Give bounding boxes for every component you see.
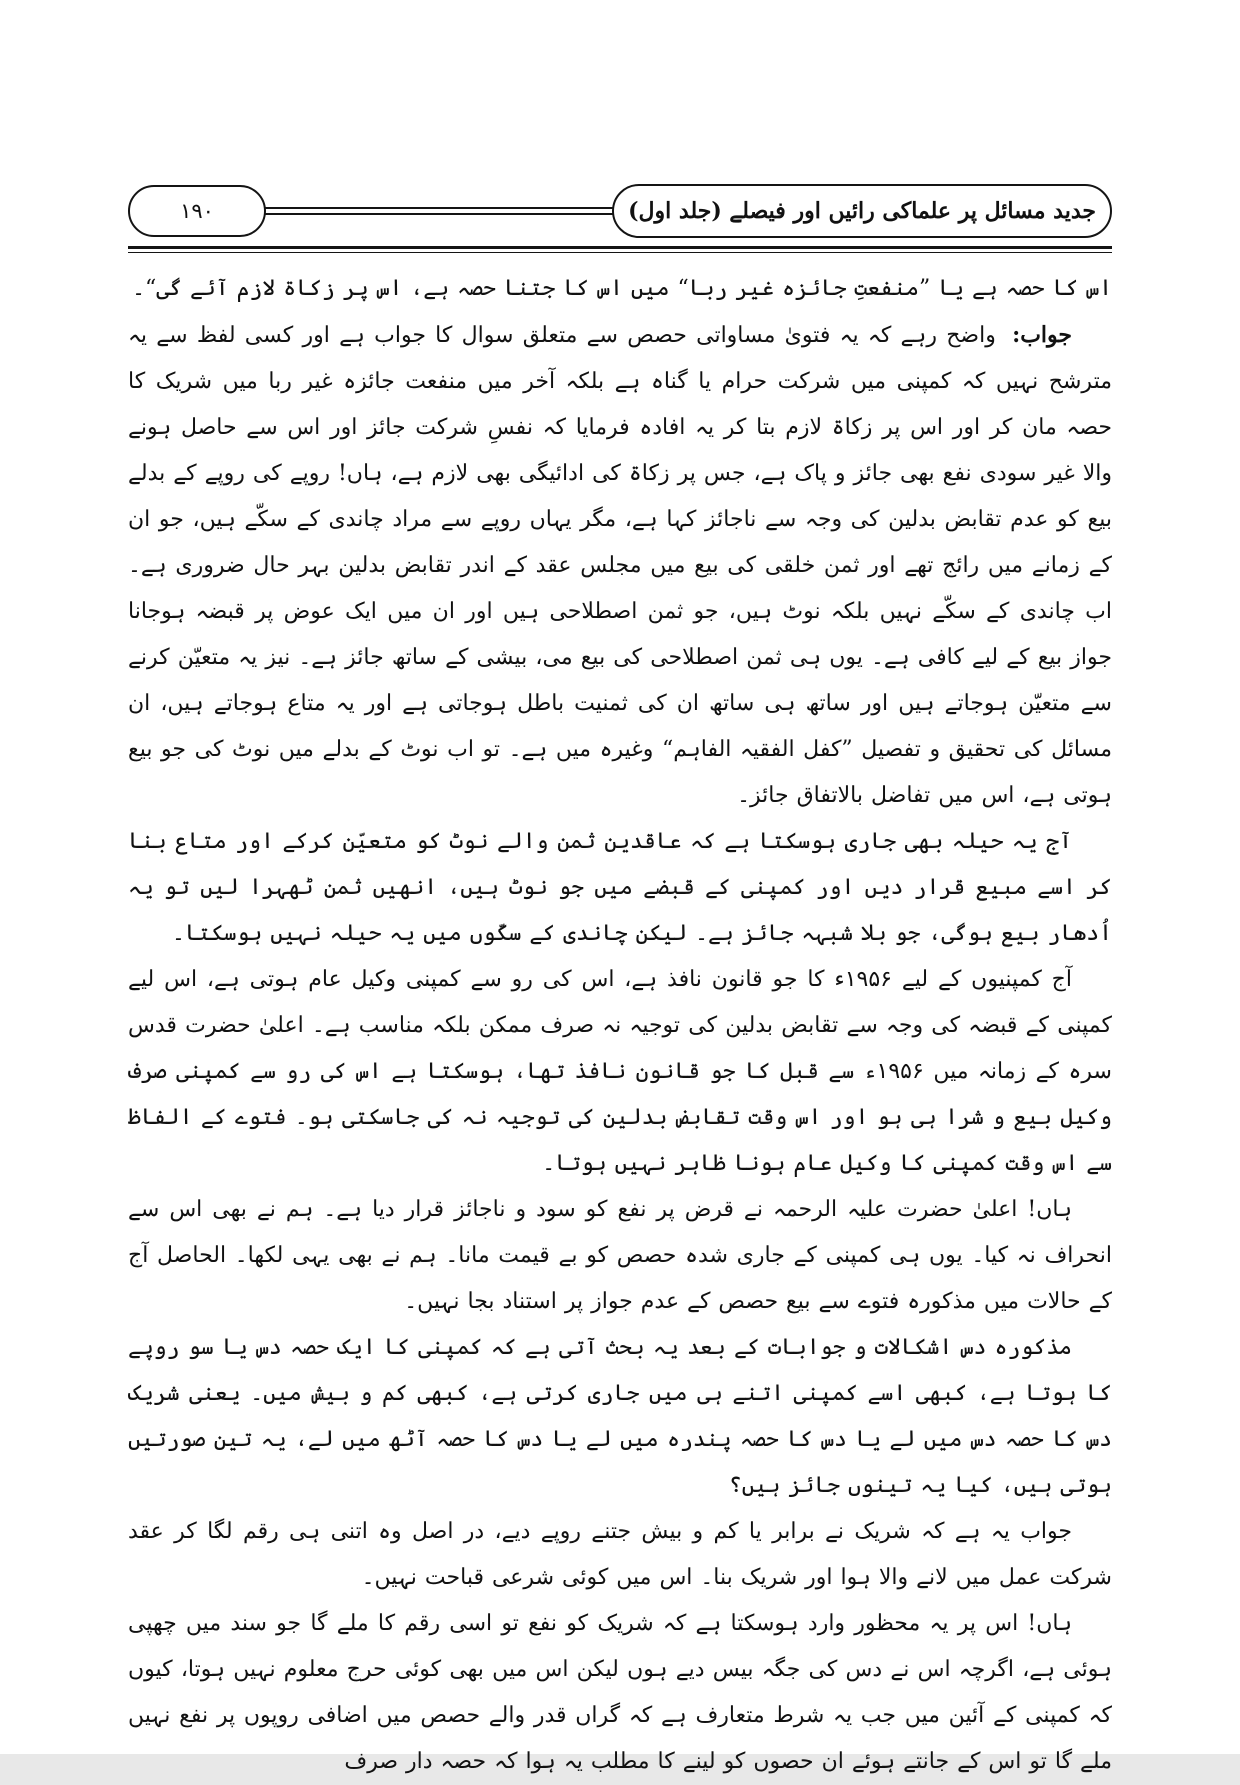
paragraph-continuation [128, 266, 1112, 312]
paragraph [128, 819, 1112, 957]
page-number-badge [128, 185, 266, 237]
page-number: ۱۹۰ [180, 199, 214, 223]
paragraph-text: آج یہ حیلہ بھی جاری ہوسکتا ہے کہ عاقدین ثمن والے نوٹ کو متعیّن کرکے اور متاع بنا کر اسے مبیع قرار دیں اور کمپنی کے قبضے میں جو نوٹ ہیں، انھیں ثمن ٹھہرا لیں تو یہ اُدھار بیع ہوگی، جو بلا شبہہ جائز ہے۔ لیکن چاندی کے سکّوں میں یہ حیلہ نہیں ہوسکتا۔ [128, 829, 1112, 946]
book-title: جدید مسائل پر علماکی رائیں اور فیصلے (جلد اول) [628, 198, 1096, 224]
paragraph-text: واضح رہے کہ یہ فتویٰ مساواتی حصص سے متعلق سوال کا جواب ہے اور کسی لفظ سے یہ مترشح نہیں کہ کمپنی میں شرکت حرام یا گناہ ہے بلکہ آخر میں منفعت جائزہ غیر ربا میں شریک کا حصہ مان کر اور اس پر زکاۃ لازم بتا کر یہ افادہ فرمایا کہ نفسِ شرکت جائز اور اس سے حاصل ہونے والا غیر سودی نفع بھی جائز و پاک ہے، جس پر زکاۃ کی ادائیگی بھی لازم ہے، ہاں! روپے کی روپے کے بدلے بیع کو عدم تقابض بدلین کی وجہ سے ناجائز کہا ہے، مگر یہاں روپے سے مراد چاندی کے سکّے ہیں، جو ان کے زمانے میں رائج تھے اور ثمن خلقی کی بیع میں مجلس عقد کے اندر تقابض بدلین بہر حال ضروری ہے۔ اب چاندی کے سکّے نہیں بلکہ نوٹ ہیں، جو ثمن اصطلاحی ہیں اور ان میں ایک عوض پر قبضہ ہوجانا جواز بیع کے لیے کافی ہے۔ یوں ہی ثمن اصطلاحی کی بیع می، بیشی کے ساتھ جائز ہے۔ نیز یہ متعیّن کرنے سے متعیّن ہوجاتے ہیں اور ساتھ ہی ساتھ ان کی ثمنیت باطل ہوجاتی ہے اور یہ متاع ہوجاتے ہیں، ان مسائل کی تحقیق و تفصیل ”کفل الفقیہ الفاہم“ وغیرہ میں ہے۔ تو اب نوٹ کے بدلے میں نوٹ کی جو بیع ہوتی ہے، اس میں تفاضل بالاتفاق جائز۔ [128, 323, 1112, 808]
chapter-title-badge [612, 184, 1112, 238]
paragraph [128, 1325, 1112, 1509]
paragraph-text: مذکورہ دس اشکالات و جوابات کے بعد یہ بحث آتی ہے کہ کمپنی کا ایک حصہ دس یا سو روپے کا ہوتا ہے، کبھی اسے کمپنی اتنے ہی میں جاری کرتی ہے، کبھی کم و بیش میں۔ یعنی شریک دس کا حصہ دس میں لے یا دس کا حصہ پندرہ میں لے یا دس کا حصہ آٹھ میں لے، یہ تین صورتیں ہوتی ہیں، کیا یہ تینوں جائز ہیں؟ [128, 1335, 1112, 1498]
paragraph [128, 957, 1112, 1187]
header-double-rule [262, 207, 616, 215]
paragraph-text: آج کمپنیوں کے لیے ۱۹۵۶ء کا جو قانون نافذ ہے، اس کی رو سے کمپنی وکیل عام ہوتی ہے، اس لیے کمپنی کے قبضہ کی وجہ سے تقابض بدلین کی توجیہ نہ صرف ممکن بلکہ مناسب ہے۔ اعلیٰ حضرت قدس سرہ کے زمانہ میں ۱۹۵۶ء سے قبل کا جو قانون نافذ تھا، ہوسکتا ہے اس کی رو سے کمپنی صرف وکیل بیع و شرا ہی ہو اور اس وقت تقابض بدلین کی توجیہ نہ کی جاسکتی ہو۔ فتوے کے الفاظ سے اس وقت کمپنی کا وکیل عام ہونا ظاہر نہیں ہوتا۔ [128, 967, 1112, 1176]
paragraph-answer [128, 312, 1112, 819]
main-text-column [128, 266, 1112, 1785]
paragraph-text: ہاں! اس پر یہ محظور وارد ہوسکتا ہے کہ شریک کو نفع تو اسی رقم کا ملے گا جو سند میں چھپی ہوئی ہے، اگرچہ اس نے دس کی جگہ بیس دیے ہوں لیکن اس میں بھی کوئی حرج معلوم نہیں ہوتا، کیوں کہ کمپنی کے آئین میں جب یہ شرط متعارف ہے کہ گراں قدر والے حصص میں اضافی روپوں پر نفع نہیں ملے گا تو اس کے جانتے ہوئے ان حصوں کو لینے کا مطلب یہ ہوا کہ حصہ دار صرف [128, 1611, 1112, 1774]
paragraph [128, 1601, 1112, 1785]
paragraph-text: جواب یہ ہے کہ شریک نے برابر یا کم و بیش جتنے روپے دیے، در اصل وہ اتنی ہی رقم لگا کر عقد شرکت عمل میں لانے والا ہوا اور شریک بنا۔ اس میں کوئی شرعی قباحت نہیں۔ [128, 1519, 1112, 1590]
paragraph [128, 1509, 1112, 1601]
paragraph-text: اس کا حصہ ہے یا ”منفعتِ جائزہ غیر ربا“ میں اس کا جتنا حصہ ہے، اس پر زکاۃ لازم آئے گی“۔ [132, 276, 1112, 301]
section-divider-rule [128, 246, 1112, 253]
paragraph [128, 1187, 1112, 1325]
answer-lead-word: جواب: [1012, 322, 1073, 348]
paragraph-text: ہاں! اعلیٰ حضرت علیہ الرحمہ نے قرض پر نفع کو سود و ناجائز قرار دیا ہے۔ ہم نے بھی اس سے انحراف نہ کیا۔ یوں ہی کمپنی کے جاری شدہ حصص کو بے قیمت مانا۔ ہم نے بھی یہی لکھا۔ الحاصل آج کے حالات میں مذکورہ فتوے سے بیع حصص کے عدم جواز پر استناد بجا نہیں۔ [128, 1197, 1112, 1314]
running-head [128, 183, 1112, 239]
